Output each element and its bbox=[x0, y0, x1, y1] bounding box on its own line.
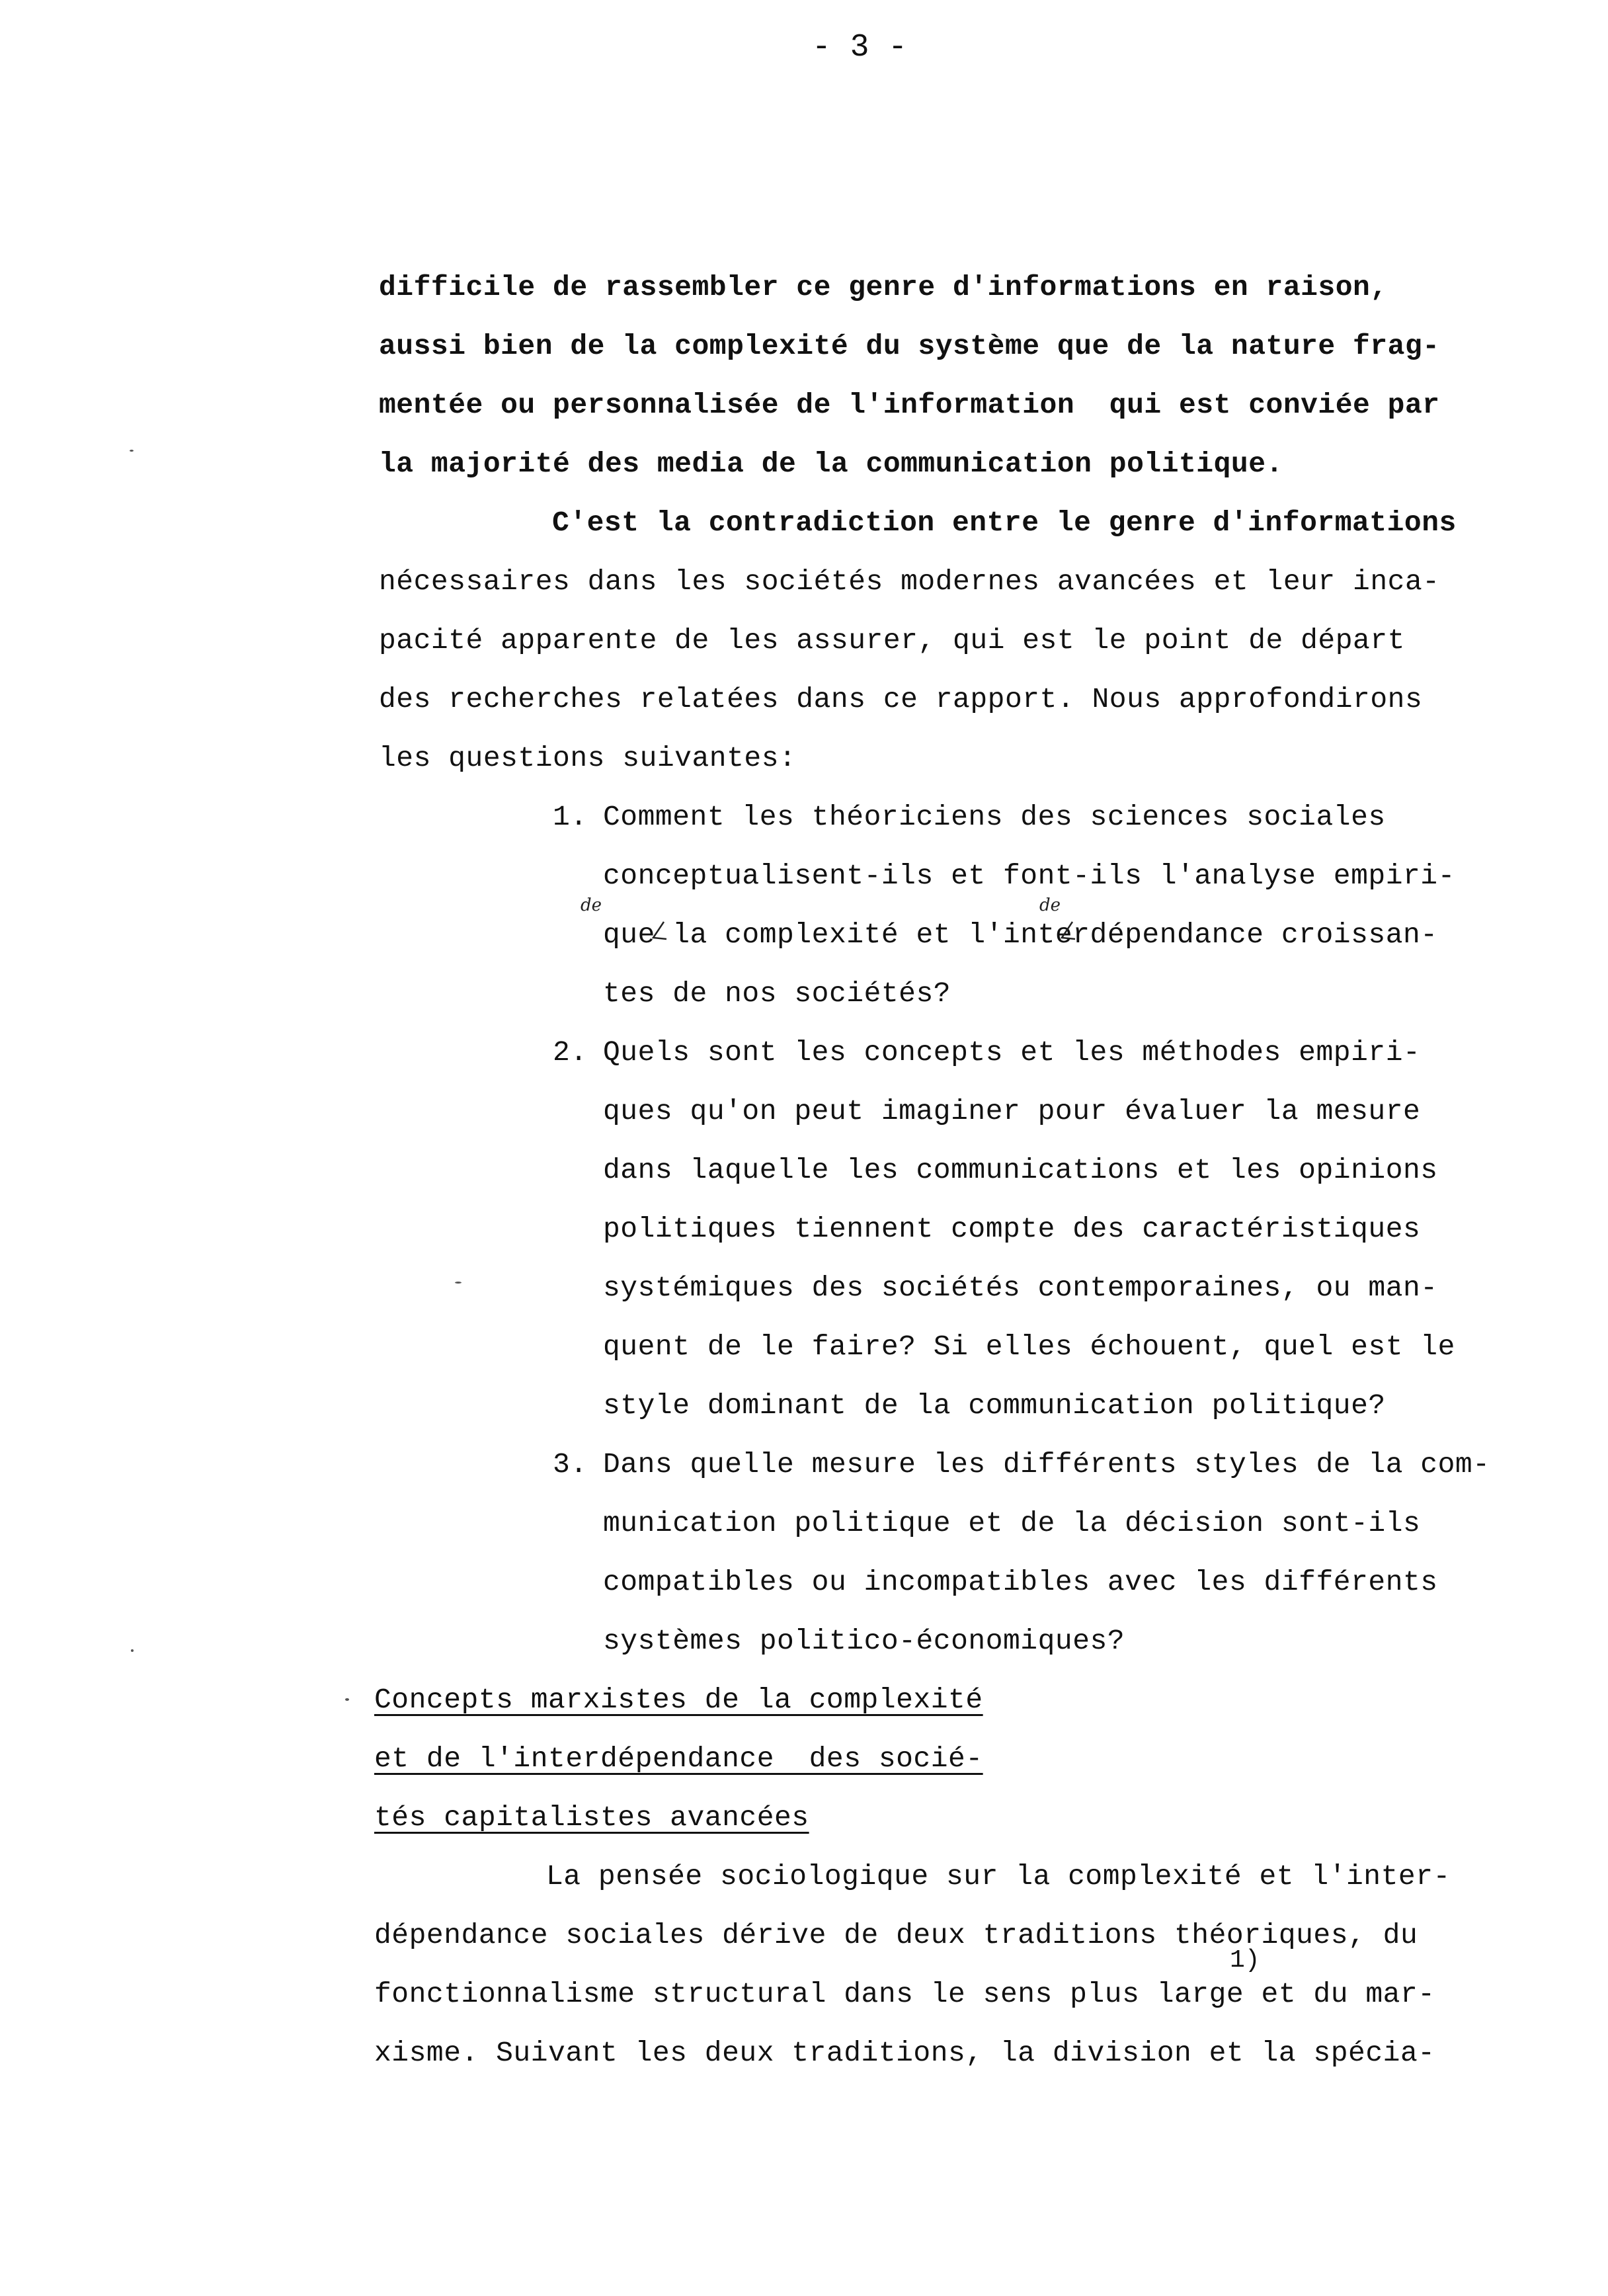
scan-speck bbox=[130, 450, 134, 452]
question-line: ques qu'on peut imaginer pour évaluer la mesure bbox=[603, 1095, 1421, 1128]
question-number: 2. bbox=[553, 1036, 588, 1069]
question-line: Quels sont les concepts et les méthodes empiri- bbox=[603, 1036, 1421, 1069]
question-line: dans laquelle les communications et les opinions bbox=[603, 1154, 1438, 1186]
footnote-reference: 1) bbox=[1230, 1946, 1260, 1975]
question-line: politiques tiennent compte des caractéristiques bbox=[603, 1213, 1421, 1245]
question-line: style dominant de la communication politique? bbox=[603, 1389, 1386, 1422]
question-line: munication politique et de la décision sont-ils bbox=[603, 1507, 1421, 1539]
question-line: Dans quelle mesure les différents styles de la com- bbox=[603, 1448, 1490, 1481]
scan-speck bbox=[131, 1649, 134, 1652]
question-line: conceptualisent-ils et font-ils l'analyse empiri- bbox=[603, 860, 1455, 892]
section-heading-line: Concepts marxistes de la complexité bbox=[374, 1684, 983, 1716]
caret-insertion-icon bbox=[1058, 921, 1078, 940]
paragraph-2-line: C'est la contradiction entre le genre d'informations bbox=[552, 507, 1457, 539]
question-line: tes de nos sociétés? bbox=[603, 977, 951, 1010]
paragraph-2-line: les questions suivantes: bbox=[379, 742, 797, 774]
question-number: 1. bbox=[553, 801, 588, 833]
paragraph-1-line: mentée ou personnalisée de l'information qui est conviée par bbox=[379, 389, 1440, 421]
paragraph-2-line: des recherches relatées dans ce rapport. Nous approfondirons bbox=[379, 683, 1423, 716]
paragraph-1-line: difficile de rassembler ce genre d'informations en raison, bbox=[379, 271, 1388, 304]
paragraph-3-line: La pensée sociologique sur la complexité et l'inter- bbox=[546, 1860, 1451, 1893]
question-line: Comment les théoriciens des sciences sociales bbox=[603, 801, 1386, 833]
paragraph-3-line: xisme. Suivant les deux traditions, la division et la spécia- bbox=[374, 2037, 1435, 2069]
handwritten-insertion: de bbox=[581, 895, 602, 915]
handwritten-insertion: de bbox=[1039, 895, 1061, 915]
question-number: 3. bbox=[553, 1448, 588, 1481]
section-heading-line: tés capitalistes avancées bbox=[374, 1801, 809, 1834]
question-line: compatibles ou incompatibles avec les différents bbox=[603, 1566, 1438, 1598]
paragraph-3-line: dépendance sociales dérive de deux traditions théoriques, du bbox=[374, 1919, 1418, 1951]
question-line: systèmes politico-économiques? bbox=[603, 1625, 1125, 1657]
section-heading-line: et de l'interdépendance des socié- bbox=[374, 1742, 983, 1775]
paragraph-2-line: nécessaires dans les sociétés modernes avancées et leur inca- bbox=[379, 565, 1440, 598]
paragraph-3-line: fonctionnalisme structural dans le sens plus large et du mar- bbox=[374, 1978, 1435, 2010]
caret-insertion-icon bbox=[649, 921, 669, 940]
paragraph-2-line: pacité apparente de les assurer, qui est le point de départ bbox=[379, 624, 1405, 657]
scan-speck bbox=[455, 1282, 462, 1284]
question-line: systémiques des sociétés contemporaines, ou man- bbox=[603, 1272, 1438, 1304]
paragraph-1-line: la majorité des media de la communication politique. bbox=[379, 448, 1283, 480]
question-line: que la complexité et l'interdépendance croissan- bbox=[603, 919, 1438, 951]
paragraph-1-line: aussi bien de la complexité du système que de la nature frag- bbox=[379, 330, 1440, 362]
scan-speck bbox=[345, 1698, 349, 1701]
question-line: quent de le faire? Si elles échouent, quel est le bbox=[603, 1331, 1455, 1363]
page-number: - 3 - bbox=[812, 30, 908, 65]
